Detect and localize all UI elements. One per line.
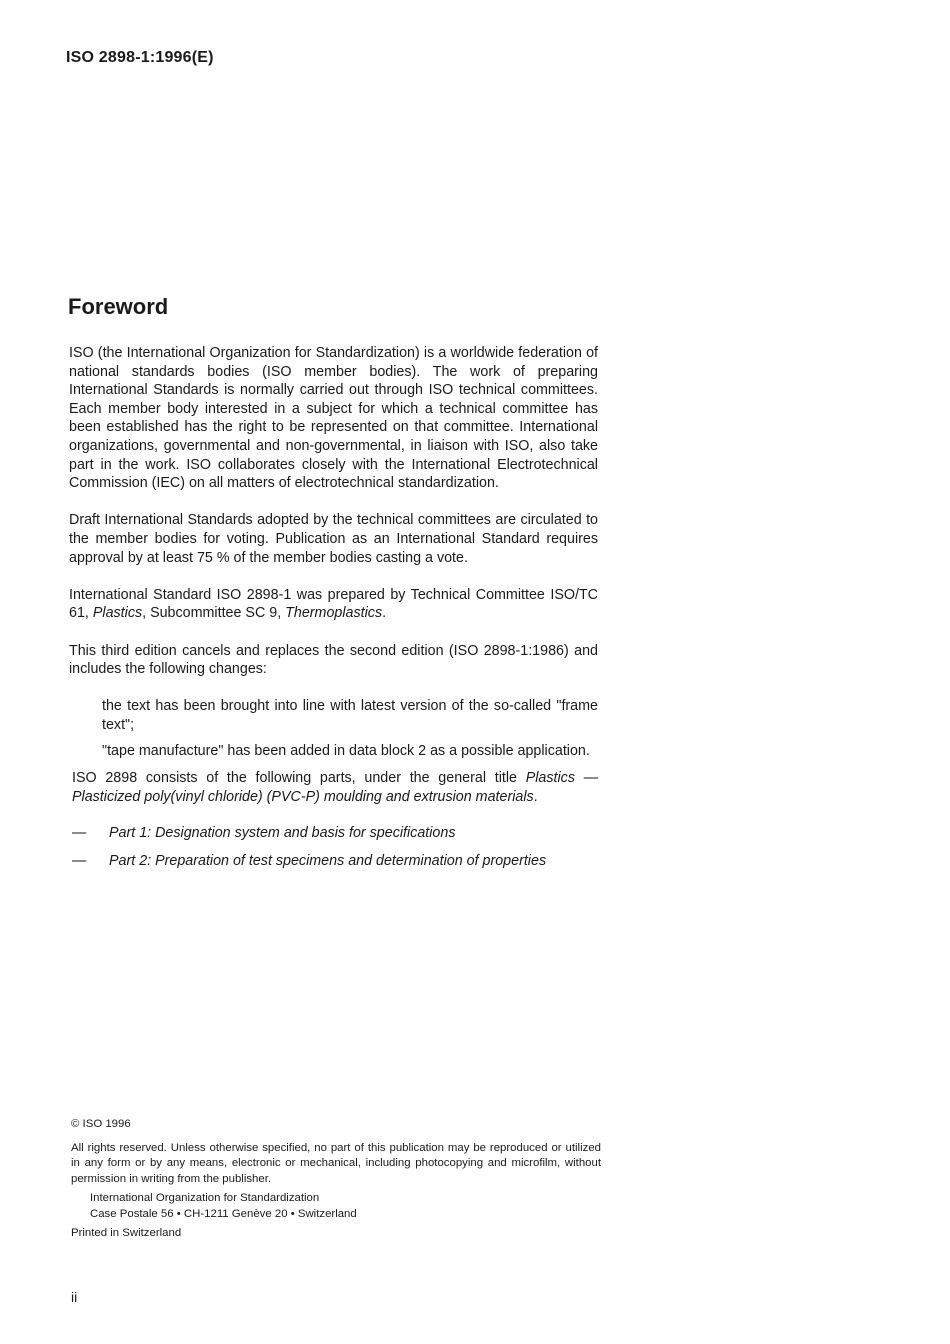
parts-intro-text: ISO 2898 consists of the following parts, under the general title (72, 770, 526, 787)
changes-list (102, 697, 598, 761)
list-item (69, 852, 598, 871)
copyright-year: © ISO 1996 (71, 1118, 131, 1130)
subcommittee-name-thermoplastics: Thermoplastics (285, 605, 383, 622)
printed-in: Printed in Switzerland (71, 1227, 182, 1239)
paragraph-parts-intro (72, 769, 598, 806)
parts-intro-end: . (533, 788, 538, 805)
dash-bullet: — (72, 825, 87, 842)
paragraph-edition: This third edition cancels and replaces the second edition (ISO 2898-1:1986) and includes the following changes: (69, 642, 598, 678)
prepared-by-text: International Standard ISO 2898-1 was prepared by Technical Committee ISO/TC 61, (69, 586, 598, 622)
copyright-block (71, 1117, 601, 1242)
paragraph-iso-intro: ISO (the International Organization for Standardization) is a worldwide federation of national standards bodies (ISO member bodies). The work of preparing International Standards is normally carried out through ISO technical committees. Each member body interested in a subject for which a technical committee has been established has the right to be represented on that committee. International organizations, governmental and non-governmental, in liaison with ISO, also take part in the work. ISO collaborates closely with the International Electrotechnical Commission (IEC) on all matters of electrotechnical standardization. (69, 345, 598, 492)
prepared-by-end: . (382, 605, 387, 622)
list-item (69, 824, 598, 843)
committee-name-plastics: Plastics (92, 605, 143, 622)
page-title: Foreword (68, 294, 169, 319)
publisher-name: International Organization for Standardization (90, 1192, 320, 1204)
publisher-address (71, 1191, 601, 1222)
list-item: the text has been brought into line with latest version of the so-called "frame text"; (102, 698, 598, 733)
parts-list (69, 824, 598, 871)
part-label: Part 2: Preparation of test specimens and determination of properties (109, 853, 547, 870)
page-number: ii (71, 1289, 78, 1305)
prepared-by-mid: , Subcommittee SC 9, (142, 605, 286, 622)
publisher-postal-address: Case Postale 56 • CH-1211 Genève 20 • Switzerland (90, 1207, 357, 1220)
rights-statement: All rights reserved. Unless otherwise specified, no part of this publication may be reproduced or utilized in any form or by any means, electronic or mechanical, including photocopying and microfilm, without permission in writing from the publisher. (71, 1141, 601, 1185)
foreword-body (69, 344, 598, 880)
part-label: Part 1: Designation system and basis for specifications (109, 825, 456, 842)
dash-bullet: — (72, 853, 87, 870)
paragraph-prepared-by (69, 586, 598, 623)
paragraph-draft-standards: Draft International Standards adopted by the technical committees are circulated to the member bodies for voting. Publication as an International Standard requires approval by at least 75 % of the member bodies casting a vote. (69, 512, 598, 566)
general-title: Plastics — Plasticized poly(vinyl chloride) (PVC-P) moulding and extrusion materials (72, 770, 599, 805)
document-id: ISO 2898-1:1996(E) (66, 49, 214, 66)
list-item: "tape manufacture" has been added in data block 2 as a possible application. (102, 743, 590, 760)
